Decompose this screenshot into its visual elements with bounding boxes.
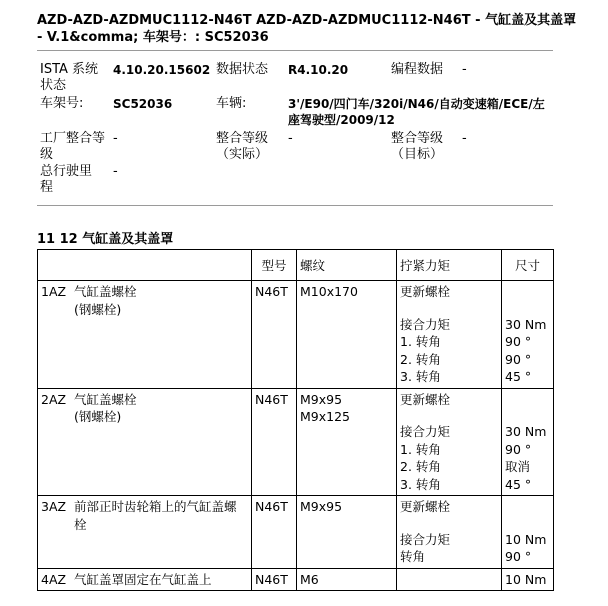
mileage-value: - [113,164,118,179]
header-blank [38,250,252,281]
section-title: 11 12 气缸盖及其盖罩 [37,232,174,247]
programming-label: 编程数据 [391,62,444,77]
table-row [38,568,554,591]
torque-line: 接合力矩 [400,316,451,332]
vin-label: 车架号: [40,96,84,111]
torque-line: 3. 转角 [400,476,441,492]
size-value: 30 Nm [505,424,547,439]
ista-label: ISTA 系统状态 [40,62,99,93]
size-value: 取消 [505,459,531,474]
torque-line: 更新螺栓 [400,391,451,407]
torque-line: 接合力矩 [400,531,451,547]
row-thread-2: M9x125 [300,409,350,424]
vehicle-value: 3'/E90/四门车/320i/N46/自动变速箱/ECE/左座驾驶型/2009/12 [288,97,545,127]
row-name: 气缸盖螺栓 [74,391,137,407]
data-status-label: 数据状态 [216,62,269,77]
row-note: (钢螺栓) [74,409,122,424]
row-model: N46T [252,568,297,591]
mileage-label: 总行驶里程 [40,164,93,195]
target-level-label: 整合等级（目标） [391,131,444,162]
divider [37,205,553,206]
factory-level-value: - [113,131,118,146]
torque-line: 2. 转角 [400,459,441,474]
row-code: 2AZ [41,391,67,407]
torque-line: 更新螺栓 [400,499,451,514]
page-title: AZD-AZD-AZDMUC1112-N46T AZD-AZD-AZDMUC1112-N46T - 气缸盖及其盖罩 - V.1&comma; 车架号：: SC52036 [37,13,577,45]
torque-table [37,249,554,591]
torque-line: 接合力矩 [400,424,451,439]
size-value: 90 ° [505,549,532,564]
torque-line: 1. 转角 [400,441,441,457]
row-thread: M9x95 [300,391,343,407]
table-row [38,281,554,389]
table-row [38,496,554,569]
torque-line: 2. 转角 [400,351,441,367]
programming-value: - [462,62,467,77]
row-code: 3AZ [41,499,67,514]
size-value: 45 ° [505,476,532,492]
size-value: 10 Nm [505,531,547,547]
row-model: N46T [252,388,297,496]
size-value: 45 ° [505,369,532,384]
row-thread: M10x170 [300,284,358,299]
header-thread: 螺纹 [297,250,397,281]
size-value: 30 Nm [505,316,547,332]
actual-level-label: 整合等级（实际） [216,131,269,162]
row-name: 前部正时齿轮箱上的气缸盖螺栓 [74,499,237,532]
actual-level-value: - [288,131,293,146]
data-status-value: R4.10.20 [288,63,349,77]
factory-level-label: 工厂整合等级 [40,131,106,162]
header-size: 尺寸 [502,250,554,281]
torque-line: 3. 转角 [400,369,441,384]
row-model: N46T [252,496,297,569]
header-model: 型号 [252,250,297,281]
size-value: 90 ° [505,351,532,367]
torque-line: 1. 转角 [400,334,441,349]
size-value: 90 ° [505,441,532,457]
header-torque: 拧紧力矩 [397,250,502,281]
torque-line: 更新螺栓 [400,284,451,299]
row-thread: M9x95 [300,499,343,514]
row-name: 气缸盖罩固定在气缸盖上 [74,571,212,587]
ista-value: 4.10.20.15602 [113,63,211,77]
torque-line: 转角 [400,549,426,564]
row-thread: M6 [300,571,319,587]
row-name: 气缸盖螺栓 [74,284,137,299]
row-note: (钢螺栓) [74,301,122,317]
size-value: 10 Nm [505,571,547,587]
table-header-row [38,250,554,281]
size-value: 90 ° [505,334,532,349]
vin-value: SC52036 [113,97,173,111]
row-code: 4AZ [41,571,67,587]
vehicle-label: 车辆: [216,96,247,111]
divider [37,50,553,51]
row-model: N46T [252,281,297,389]
row-code: 1AZ [41,284,67,299]
target-level-value: - [462,131,467,146]
table-row [38,388,554,496]
